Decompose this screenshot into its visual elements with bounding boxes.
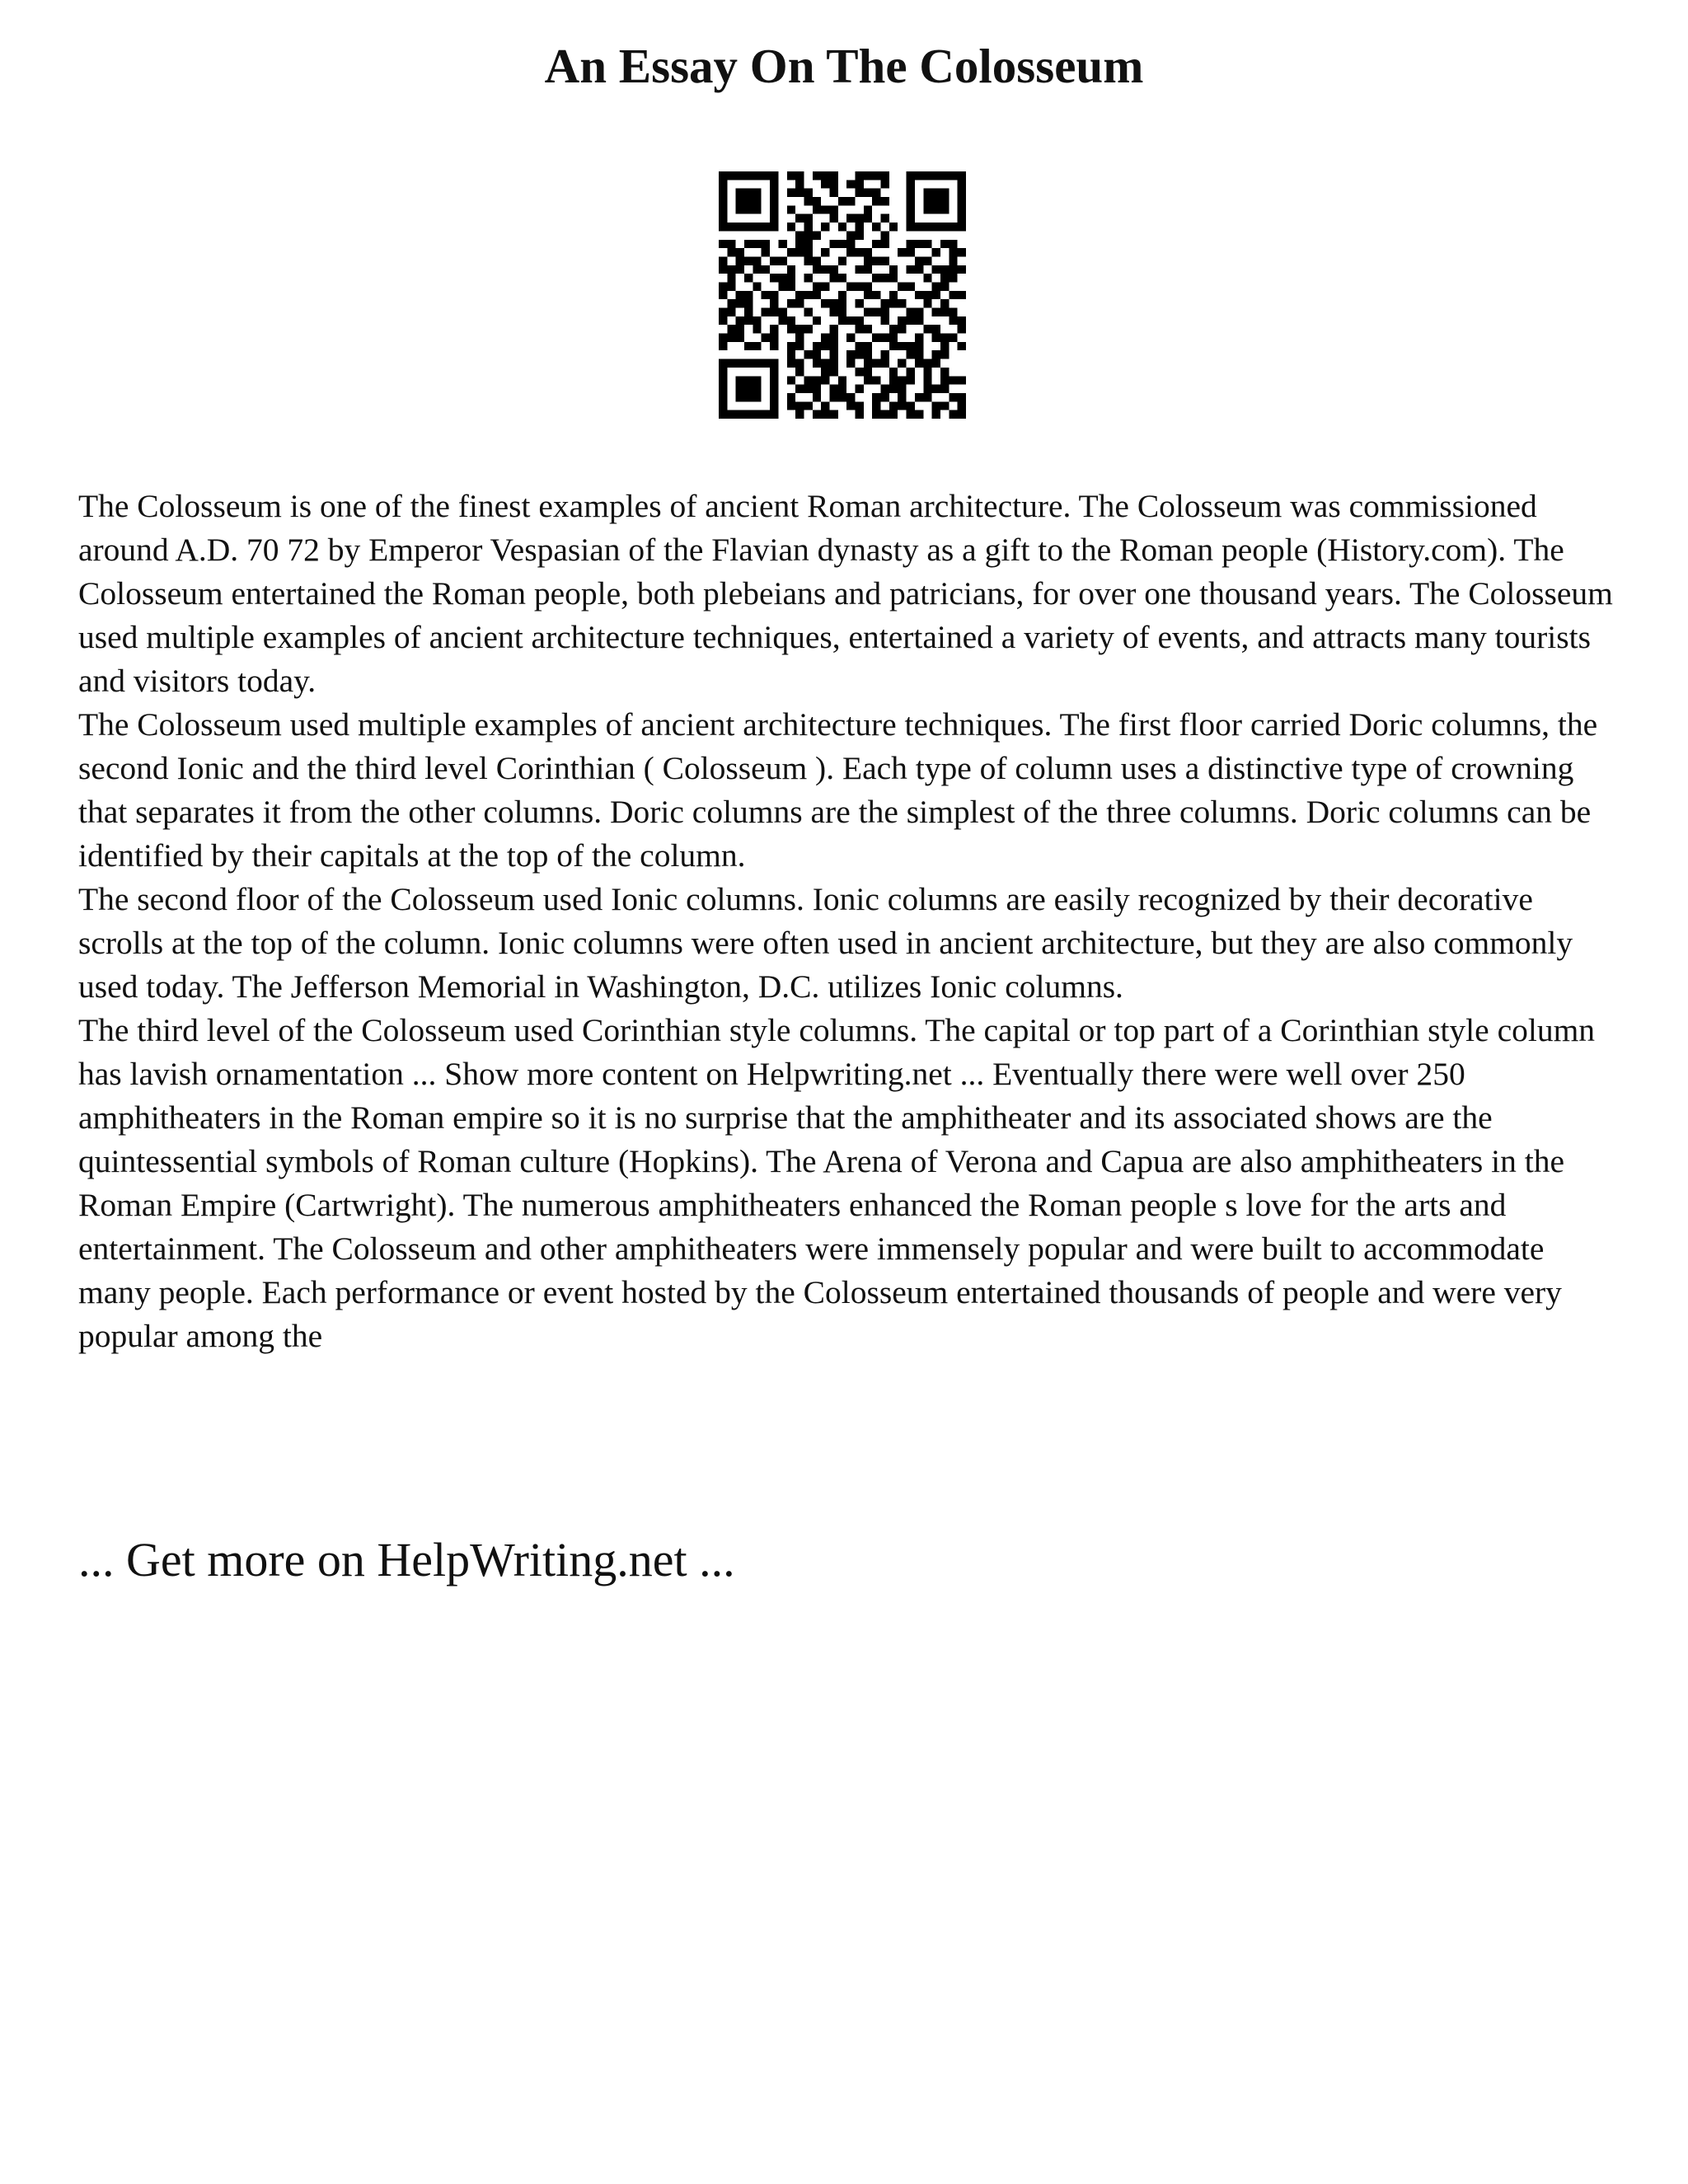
essay-body (78, 485, 1620, 1358)
qr-code-icon (719, 171, 966, 419)
essay-paragraph: The third level of the Colosseum used Corinthian style columns. The capital or top part of a Corinthian style column has lavish ornamentation ... Show more content on Helpwriting.net ... Eventually there were well over 250 amphitheaters in the Roman empire so it is no surprise that the amphitheater and its associated shows are the quintessential symbols of Roman culture (Hopkins). The Arena of Verona and Capua are also amphitheaters in the Roman Empire (Cartwright). The numerous amphitheaters enhanced the Roman people s love for the arts and entertainment. The Colosseum and other amphitheaters were immensely popular and were built to accommodate many people. Each performance or event hosted by the Colosseum entertained thousands of people and were very popular among the (78, 1012, 1596, 1354)
essay-paragraph: The second floor of the Colosseum used Ionic columns. Ionic columns are easily recognized by their decorative scrolls at the top of the column. Ionic columns were often used in ancient architecture, but they are also commonly used today. The Jefferson Memorial in Washington, D.C. utilizes Ionic columns. (78, 881, 1573, 1005)
page-title: An Essay On The Colosseum (544, 39, 1144, 93)
get-more-link[interactable]: ... Get more on HelpWriting.net ... (78, 1533, 735, 1586)
essay-paragraph: The Colosseum is one of the finest examples of ancient Roman architecture. The Colosseum was commissioned around A.D. 70 72 by Emperor Vespasian of the Flavian dynasty as a gift to the Roman people (History.com). The Colosseum entertained the Roman people, both plebeians and patricians, for over one thousand years. The Colosseum used multiple examples of ancient architecture techniques, entertained a variety of events, and attracts many tourists and visitors today. (78, 488, 1613, 699)
essay-paragraph: The Colosseum used multiple examples of ancient architecture techniques. The first floor carried Doric columns, the second Ionic and the third level Corinthian ( Colosseum ). Each type of column uses a distinctive type of crowning that separates it from the other columns. Doric columns are the simplest of the three columns. Doric columns can be identified by their capitals at the top of the column. (78, 706, 1598, 874)
